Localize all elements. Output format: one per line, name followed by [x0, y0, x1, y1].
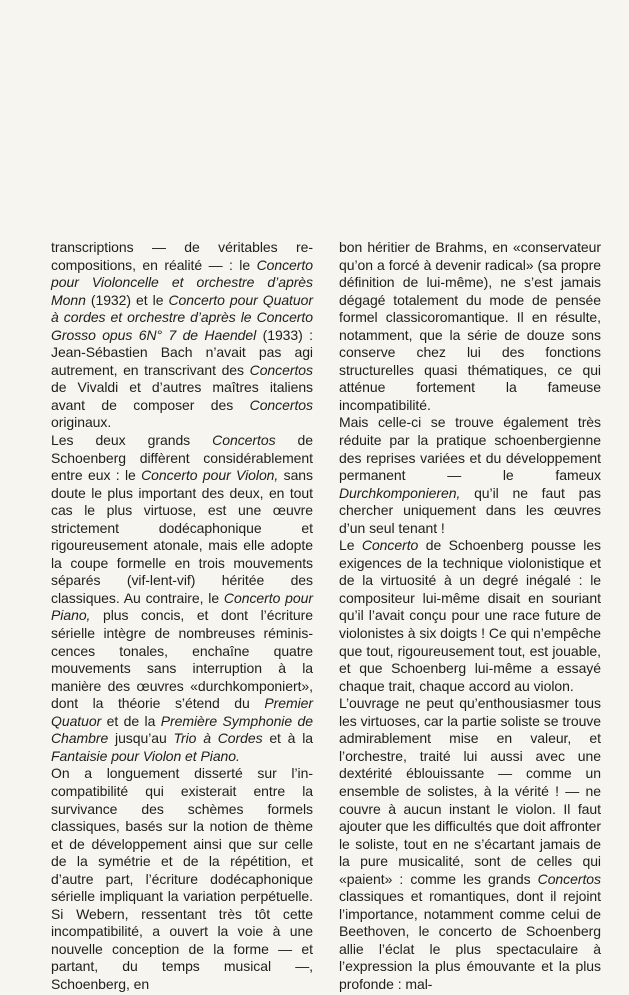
paragraph — [51, 432, 313, 765]
italic-text-run: Concertos — [249, 361, 313, 378]
left-text-column — [51, 239, 313, 994]
text-run: bon héritier de Brahms, en «conservateur qu’on a forcé à devenir radical» (sa propre définition de lui-même), ne s’est jamais dégagé totalement du mode de pensée formel classicoromantique. Il en résulte, notamment, que la série de douze sons conserve chez lui des fonctions structurelles quasi thématiques, ce qui atténue fortement la fameuse incompatibilité. — [339, 239, 601, 413]
text-run: et à la — [262, 730, 313, 747]
text-run: de Vivaldi et d’autres maîtres italiens avant de composer des — [51, 379, 313, 413]
italic-text-run: Concerto pour Piano, — [51, 589, 313, 624]
text-run: Le — [339, 537, 362, 554]
paragraph — [339, 239, 601, 414]
text-run: (1933) : Jean-Sébastien Bach n’avait pas agi autrement, en transcrivant des — [51, 326, 313, 378]
italic-text-run: Concertos — [212, 432, 276, 449]
text-run: On a longuement disserté sur l’incompatibilité qui existerait entre la survivance des schèmes formels classiques, basés sur la notion de thème et de développement ainsi que sur celle de la symétrie et de la répétition, et d’autre part, l’écriture dodécaphonique sérielle impliquant la variation perpétuelle. Si Webern, ressentant très tôt cette incompatibilité, a ouvert la voie à une nouvelle conception de la forme — et partant, du temps musical —, Schoenberg, en — [51, 765, 313, 992]
italic-text-run: Premier Quatuor — [51, 695, 313, 729]
text-run: de Schoenberg pousse les exigences de la technique violonistique et de la virtuosité à un degré inégalé : le compositeur lui-même disait en souriant qu’il l’avait conçu pour une race future de violonistes à six doigts ! Ce qui n’empêche que tout, rigoureusement tout, est jouable, et que Schoenberg lui-même a essayé chaque trait, chaque accord au violon. — [339, 537, 602, 694]
text-run: Mais celle-ci se trouve également très réduite par la pratique schoenbergienne des reprises variées et du développement permanent — le fameux — [339, 414, 601, 484]
italic-text-run: Concerto pour Violoncelle et orchestre d’après Monn — [51, 256, 313, 308]
text-run: transcriptions — de véritables recompositions, en réalité — : le — [51, 239, 313, 273]
text-run: (1932) et le — [85, 291, 169, 308]
text-run: originaux. — [51, 414, 112, 431]
right-text-column — [339, 239, 601, 994]
italic-text-run: Concertos — [537, 870, 601, 887]
text-run: jusqu’au — [108, 730, 174, 747]
italic-text-run: Durchkomponieren, — [339, 484, 461, 501]
text-run: L’ouvrage ne peut qu’enthousiasmer tous les virtuoses, car la partie soliste se trouve admirablement mise en valeur, et l’orchestre, traité lui aussi avec une dextérité éblouissante — comme un ensemble de solistes, à la vérité ! — ne couvre à aucun instant le violon. Il faut ajouter que les difficultés que doit affronter le soliste, tout en ne s’écartant jamais de la pure musicalité, sont de celles qui «paient» : comme les grands — [339, 695, 601, 887]
italic-text-run: Fantaisie pour Violon et Piano. — [51, 747, 240, 764]
italic-text-run: Concerto — [361, 537, 419, 554]
italic-text-run: Concerto pour Violon, — [141, 467, 279, 484]
italic-text-run: Première Symphonie de Chambre — [51, 712, 313, 747]
paragraph — [339, 414, 601, 537]
italic-text-run: Concerto pour Quatuor à cordes et orchestre d’après le Concerto Grosso opus 6N° 7 de Haendel — [51, 291, 313, 343]
paragraph — [51, 239, 313, 432]
text-run: classiques et romantiques, dont il rejoint l’importance, notamment comme celui de Beethoven, le concerto de Schoenberg allie l’éclat le plus spectaculaire à l’expression la plus émouvante et la plus profonde : mal- — [339, 888, 601, 992]
text-run: sans doute le plus important des deux, en tout cas le plus virtuose, est une œuvre strictement dodécaphonique et rigoureusement atonale, mais elle adopte la coupe formelle en trois mouvements séparés (vif-lent-vif) héritée des classiques. Au contraire, le — [51, 467, 313, 606]
paragraph — [51, 765, 313, 993]
text-run: Les deux grands — [51, 432, 213, 449]
italic-text-run: Trio à Cordes — [173, 730, 263, 747]
text-run: de Schoenberg diffèrent considérablement entre eux : le — [51, 432, 314, 484]
paragraph — [339, 695, 601, 993]
text-run: et de la — [101, 712, 161, 729]
text-run: plus concis, et dont l’écriture sérielle intègre de nombreuses réminiscences tonales, enchaîne quatre mouvements sans interruption à la manière des œuvres «durchkomponiert», dont la théorie s’étend du — [51, 607, 313, 712]
paragraph — [339, 537, 601, 695]
italic-text-run: Concertos — [249, 396, 313, 413]
text-run: qu’il ne faut pas chercher uniquement dans les œuvres d’un seul tenant ! — [339, 484, 601, 536]
